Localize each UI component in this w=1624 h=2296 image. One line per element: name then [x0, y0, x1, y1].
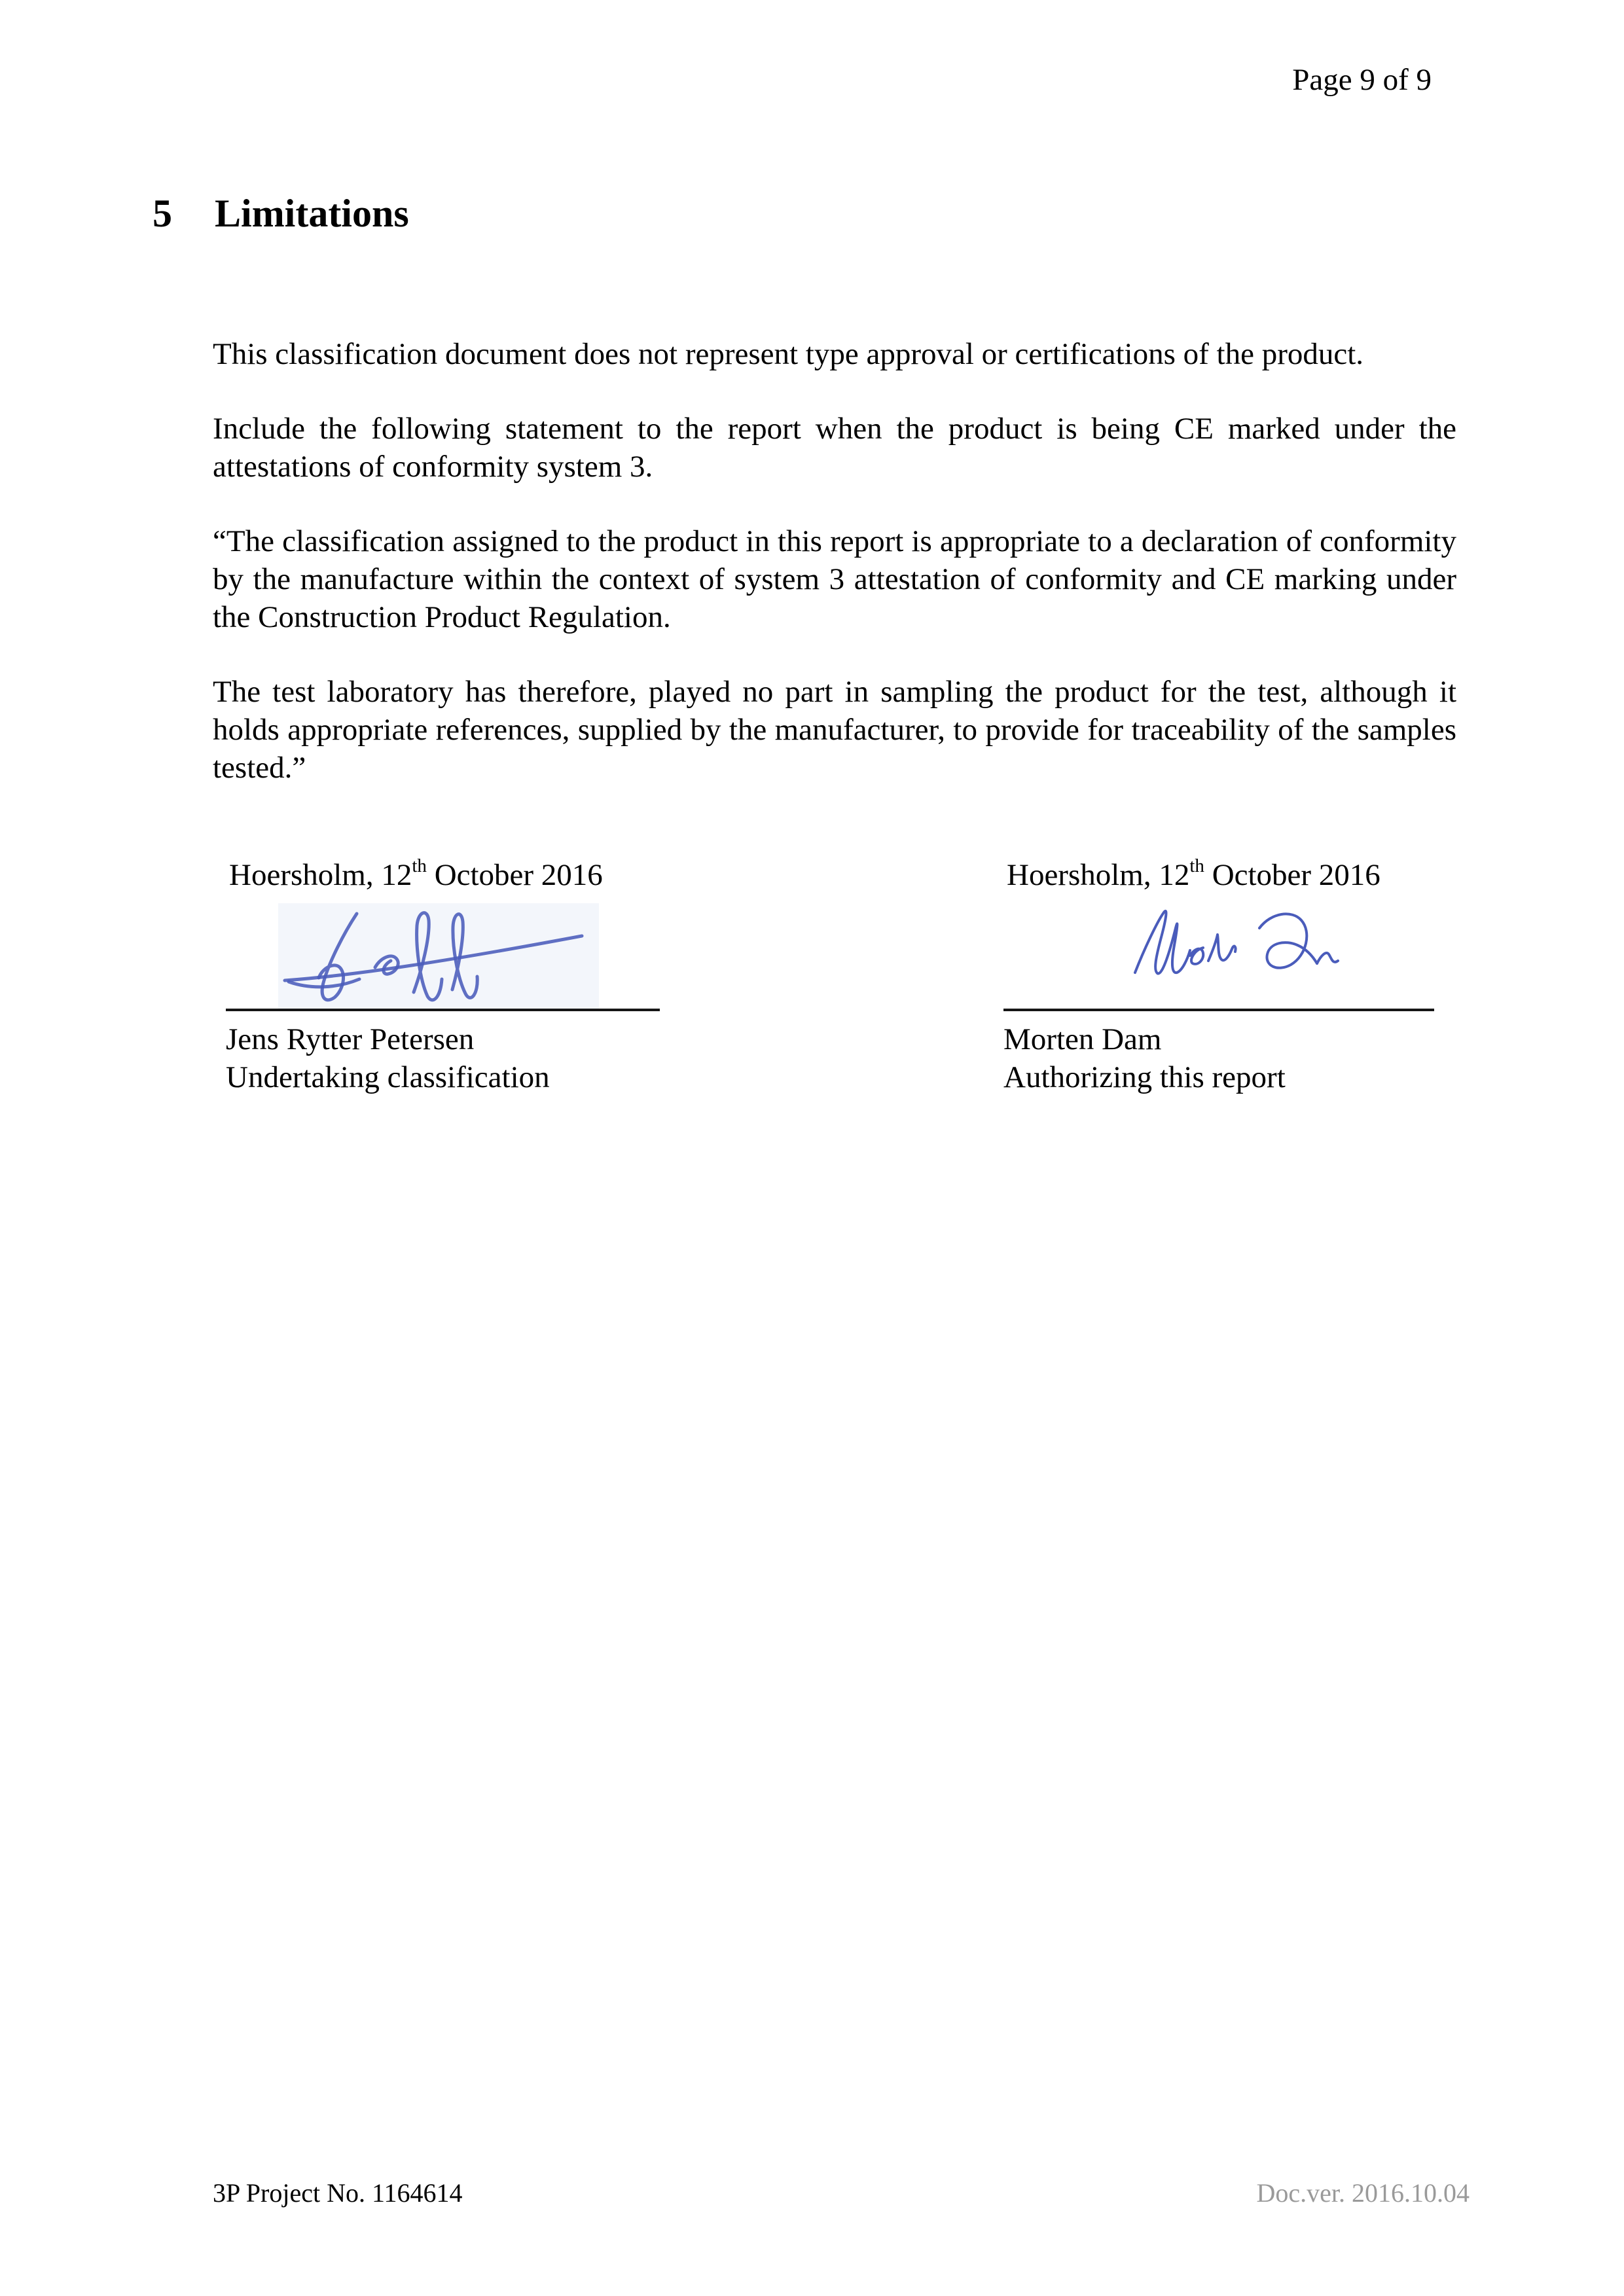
body-text	[213, 335, 1456, 823]
place-date-left	[226, 856, 660, 898]
handwritten-signature-image-right	[1131, 907, 1344, 984]
signature-area-right	[1003, 898, 1434, 1009]
paragraph-2: Include the following statement to the report when the product is being CE marked under the attestations of conformity system 3.	[213, 412, 1456, 484]
handwritten-signature-image-left	[280, 906, 597, 1004]
signature-area-left	[226, 898, 660, 1009]
footer-doc-version: Doc.ver. 2016.10.04	[1256, 2178, 1470, 2208]
place-date-right-text: Hoersholm, 12	[1007, 858, 1190, 892]
place-date-left-text: Hoersholm, 12	[229, 858, 412, 892]
signer-role-right: Authorizing this report	[1003, 1060, 1286, 1094]
signature-line-right	[1003, 1009, 1434, 1011]
paragraph-1: This classification document does not represent type approval or certifications of the product.	[213, 337, 1364, 371]
date-ordinal-left: th	[412, 855, 427, 876]
date-ordinal-right: th	[1189, 855, 1204, 876]
section-title: Limitations	[215, 192, 409, 235]
signature-line-left	[226, 1009, 660, 1011]
page-number: Page 9 of 9	[1292, 63, 1432, 97]
place-date-right-rest: October 2016	[1204, 858, 1380, 892]
signer-name-right: Morten Dam	[1003, 1022, 1162, 1056]
paragraph-3: “The classification assigned to the product in this report is appropriate to a declaration of conformity by the manufacture within the context of system 3 attestation of conformity and CE marking under the Construction Product Regulation.	[213, 524, 1456, 634]
section-heading	[153, 192, 409, 235]
signer-role-left: Undertaking classification	[226, 1060, 550, 1094]
paragraph-4: The test laboratory has therefore, played no part in sampling the product for the test, although it holds appropriate references, supplied by the manufacturer, to provide for traceability of the samples tested.”	[213, 675, 1456, 785]
signer-name-left: Jens Rytter Petersen	[226, 1022, 475, 1056]
place-date-right	[1003, 856, 1434, 898]
signature-block-left	[226, 856, 660, 1131]
place-date-left-rest: October 2016	[426, 858, 603, 892]
footer-project-number: 3P Project No. 1164614	[213, 2178, 463, 2208]
section-number: 5	[153, 192, 172, 235]
signature-block-right	[1003, 856, 1434, 1131]
